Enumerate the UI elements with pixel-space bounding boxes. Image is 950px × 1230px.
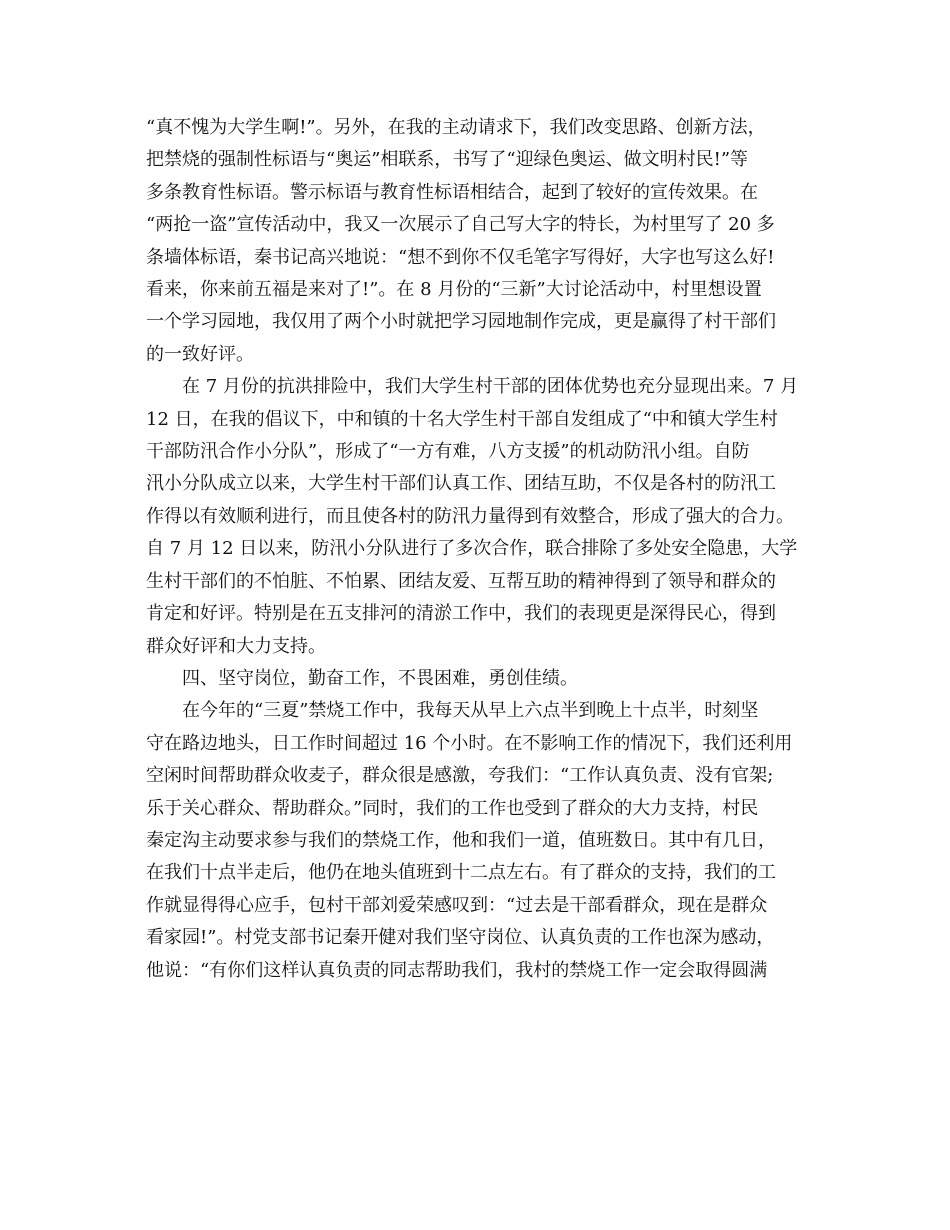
text-line: 秦定沟主动要求参与我们的禁烧工作，他和我们一道，值班数日。其中有几日， [146, 829, 776, 851]
text-line: 12 日，在我的倡议下，中和镇的十名大学生村干部自发组成了“中和镇大学生村 [146, 408, 778, 430]
text-line: 作就显得得心应手，包村干部刘爱荣感叹到：“过去是干部看群众，现在是群众 [146, 894, 768, 916]
text-line: 群众好评和大力支持。 [146, 635, 326, 657]
paragraph-burning-ban [146, 695, 816, 987]
text-line: 他说：“有你们这样认真负责的同志帮助我们，我村的禁烧工作一定会取得圆满 [146, 959, 768, 981]
text-line: 在 7 月份的抗洪排险中，我们大学生村干部的团体优势也充分显现出来。7 月 [182, 376, 799, 398]
text-line: 生村干部们的不怕脏、不怕累、团结友爱、互帮互助的精神得到了领导和群众的 [146, 570, 776, 592]
text-line: 守在路边地头，日工作时间超过 16 个小时。在不影响工作的情况下，我们还利用 [146, 732, 793, 754]
text-line: 干部防汛合作小分队”，形成了“一方有难，八方支援”的机动防汛小组。自防 [146, 441, 750, 463]
text-line: 空闲时间帮助群众收麦子，群众很是感激，夸我们：“工作认真负责、没有官架; [146, 765, 774, 787]
text-line: 乐于关心群众、帮助群众。”同时，我们的工作也受到了群众的大力支持，村民 [146, 797, 759, 819]
text-line: 汛小分队成立以来，大学生村干部们认真工作、团结互助，不仅是各村的防汛工 [146, 473, 776, 495]
text-line: “真不愧为大学生啊!”。另外，在我的主动请求下，我们改变思路、创新方法， [146, 117, 766, 138]
text-line: 看来，你来前五福是来对了!”。在 8 月份的“三新”大讨论活动中，村里想设置 [146, 279, 762, 301]
text-line: 把禁烧的强制性标语与“奥运”相联系，书写了“迎绿色奥运、做文明村民!”等 [146, 149, 749, 171]
text-line: 在今年的“三夏”禁烧工作中，我每天从早上六点半到晚上十点半，时刻坚 [182, 700, 759, 722]
document-body [146, 112, 816, 987]
section-heading: 四、坚守岗位，勤奋工作，不畏困难，勇创佳绩。 [182, 667, 578, 689]
paragraph-flood-control [146, 371, 816, 663]
text-line: 在我们十点半走后，他仍在地头值班到十二点左右。有了群众的支持，我们的工 [146, 862, 776, 884]
section-heading-four [146, 663, 816, 695]
text-line: 一个学习园地，我仅用了两个小时就把学习园地制作完成，更是赢得了村干部们 [146, 311, 776, 333]
text-line: 的一致好评。 [146, 343, 254, 365]
text-line: 条墙体标语，秦书记高兴地说：“想不到你不仅毛笔字写得好，大字也写这么好! [146, 246, 775, 268]
text-line: 自 7 月 12 日以来，防汛小分队进行了多次合作，联合排除了多处安全隐患，大学 [146, 538, 798, 560]
text-line: 作得以有效顺利进行，而且使各村的防汛力量得到有效整合，形成了强大的合力。 [146, 505, 794, 527]
text-line: “两抢一盗”宣传活动中，我又一次展示了自己写大字的特长，为村里写了 20 多 [146, 214, 775, 236]
text-line: 肯定和好评。特别是在五支排河的清淤工作中，我们的表现更是深得民心，得到 [146, 603, 776, 625]
text-line: 多条教育性标语。警示标语与教育性标语相结合，起到了较好的宣传效果。在 [146, 181, 758, 203]
text-line: 看家园!”。村党支部书记秦开健对我们坚守岗位、认真负责的工作也深为感动， [146, 927, 775, 949]
paragraph-slogans [146, 112, 816, 371]
